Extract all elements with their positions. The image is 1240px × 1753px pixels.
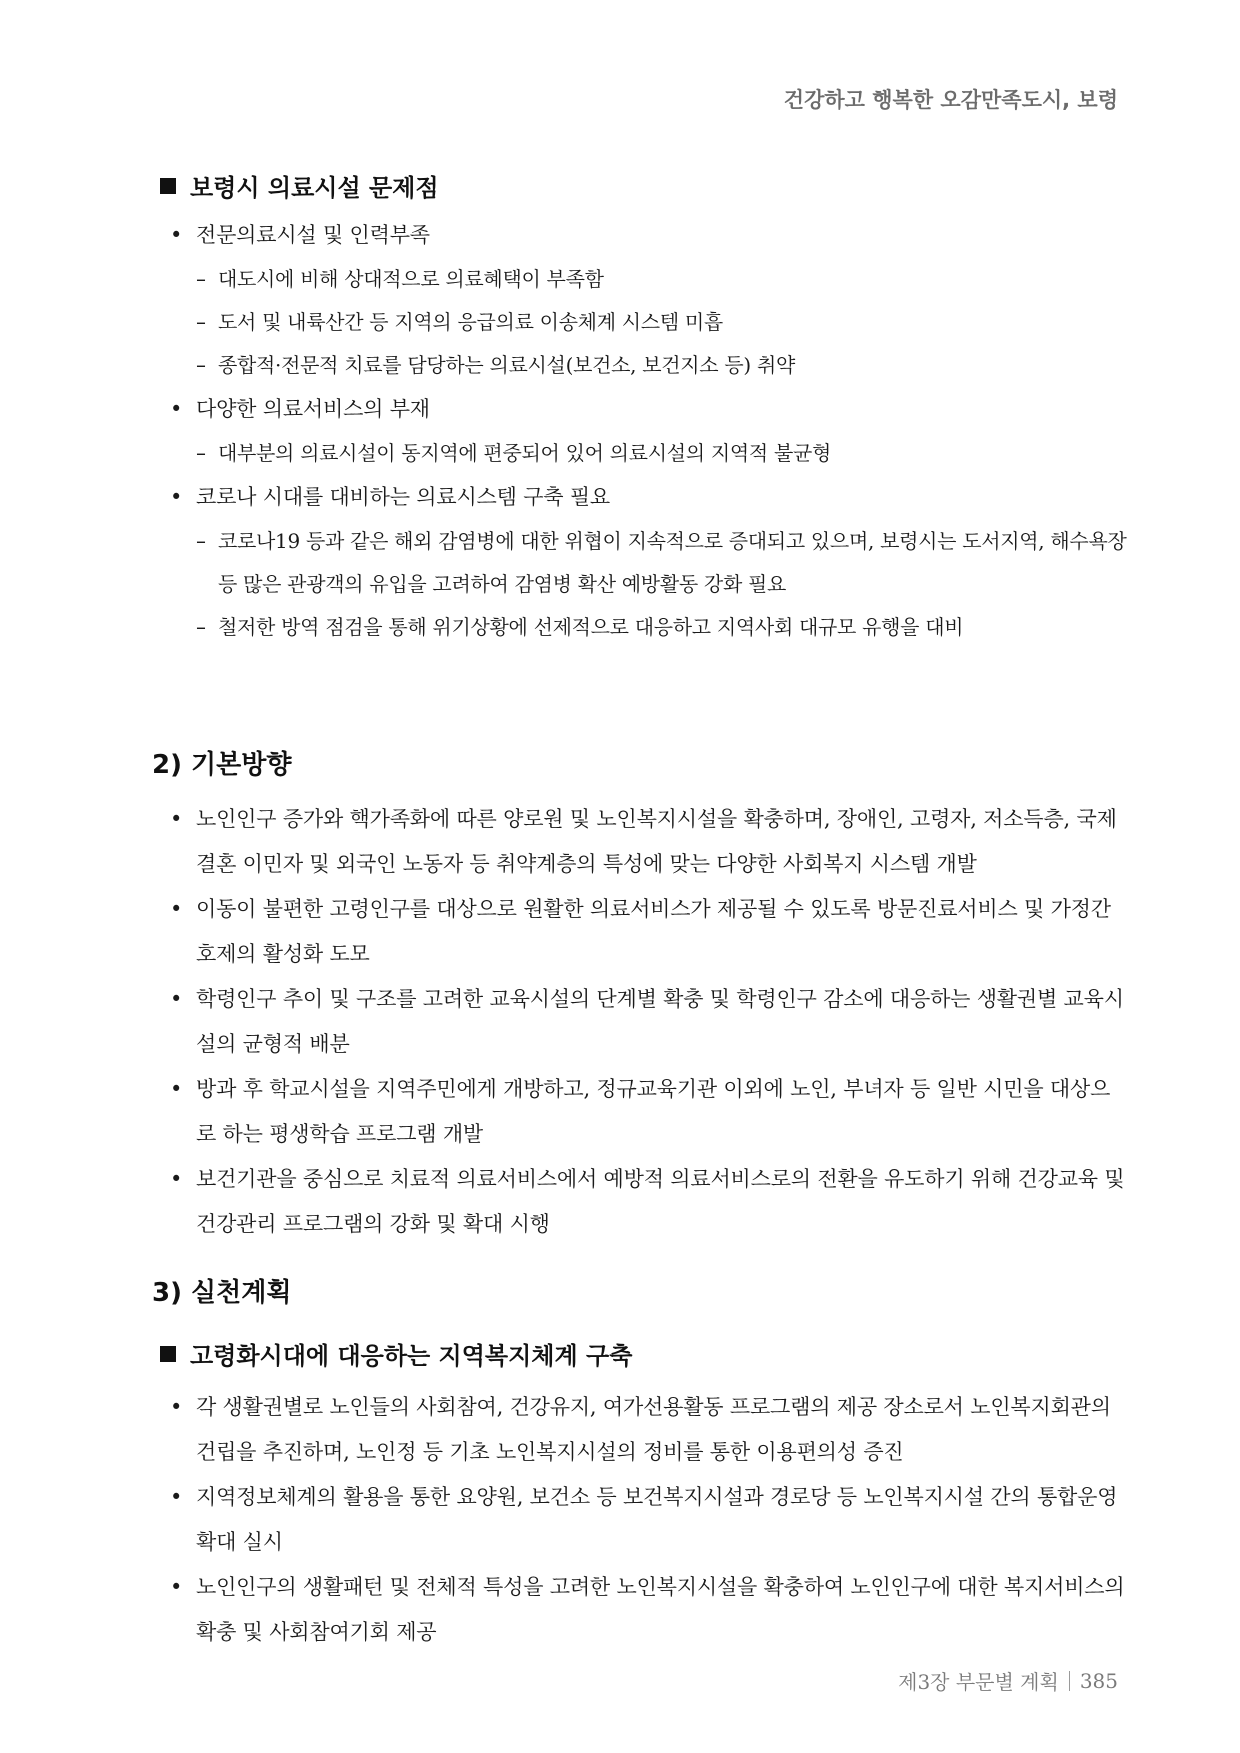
list-item-text: 노인인구의 생활패턴 및 전체적 특성을 고려한 노인복지시설을 확충하여 노인인구에 대한 복지서비스의 확충 및 사회참여기회 제공: [196, 1575, 1125, 1644]
sub-item-text: 대부분의 의료시설이 동지역에 편중되어 있어 의료시설의 지역적 불균형: [218, 441, 832, 465]
square-bullet-icon: [160, 1346, 176, 1362]
sub-item: [160, 520, 1128, 606]
footer-chapter: 제3장 부문별 계획: [898, 1670, 1059, 1694]
sub-item: [160, 432, 1128, 475]
dash-icon: –: [196, 267, 206, 291]
square-bullet-icon: [160, 178, 176, 194]
sub-item-text: 철저한 방역 점검을 통해 위기상황에 선제적으로 대응하고 지역사회 대규모 유행을 대비: [218, 615, 964, 639]
plan-section: [152, 1272, 1120, 1309]
sub-item-text: 종합적·전문적 치료를 담당하는 의료시설(보건소, 보건지소 등) 취약: [218, 353, 796, 377]
page-footer: [898, 1666, 1118, 1695]
sub-item: [160, 301, 1128, 344]
plan-list: [160, 1385, 1128, 1655]
bullet-dot-icon: •: [170, 485, 183, 509]
list-item-text: 코로나 시대를 대비하는 의료시스템 구축 필요: [196, 485, 611, 509]
bullet-dot-icon: •: [170, 897, 183, 921]
list-item-text: 이동이 불편한 고령인구를 대상으로 원활한 의료서비스가 제공될 수 있도록 방문진료서비스 및 가정간호제의 활성화 도모: [196, 897, 1111, 966]
bullet-dot-icon: •: [170, 1575, 183, 1599]
list-item: [160, 977, 1128, 1067]
sub-item: [160, 258, 1128, 301]
list-item: [160, 1475, 1128, 1565]
bullet-dot-icon: •: [170, 1167, 183, 1191]
list-item-text: 보건기관을 중심으로 치료적 의료서비스에서 예방적 의료서비스로의 전환을 유도하기 위해 건강교육 및 건강관리 프로그램의 강화 및 확대 시행: [196, 1167, 1125, 1236]
list-item-text: 지역정보체계의 활용을 통한 요양원, 보건소 등 보건복지시설과 경로당 등 노인복지시설 간의 통합운영 확대 실시: [196, 1485, 1118, 1554]
dash-icon: –: [196, 353, 206, 377]
list-item-text: 방과 후 학교시설을 지역주민에게 개방하고, 정규교육기관 이외에 노인, 부녀자 등 일반 시민을 대상으로 하는 평생학습 프로그램 개발: [196, 1077, 1111, 1146]
list-item: [160, 887, 1128, 977]
bullet-dot-icon: •: [170, 397, 183, 421]
list-item-text: 다양한 의료서비스의 부재: [196, 397, 430, 421]
list-item-text: 노인인구 증가와 핵가족화에 따른 양로원 및 노인복지시설을 확충하며, 장애인, 고령자, 저소득층, 국제결혼 이민자 및 외국인 노동자 등 취약계층의 특성에 맞는 다양한 사회복지 시스템 개발: [196, 807, 1117, 876]
list-item: [160, 797, 1128, 887]
sub-item: [160, 606, 1128, 649]
problems-heading: [160, 168, 1128, 203]
dash-icon: –: [196, 615, 206, 639]
direction-list: [160, 797, 1128, 1247]
bullet-dot-icon: •: [170, 1077, 183, 1101]
dash-icon: –: [196, 441, 206, 465]
bullet-dot-icon: •: [170, 987, 183, 1011]
plan-heading: 3) 실천계획: [152, 1278, 292, 1308]
plan-subheading: [160, 1336, 1128, 1371]
bullet-dot-icon: •: [170, 807, 183, 831]
list-item-text: 각 생활권별로 노인들의 사회참여, 건강유지, 여가선용활동 프로그램의 제공 장소로서 노인복지회관의 건립을 추진하며, 노인정 등 기초 노인복지시설의 정비를 통한 이용편의성 증진: [196, 1395, 1111, 1464]
bullet-dot-icon: •: [170, 223, 183, 247]
bullet-dot-icon: •: [170, 1395, 183, 1419]
list-item: [160, 1067, 1128, 1157]
list-item-text: 전문의료시설 및 인력부족: [196, 223, 430, 247]
list-item: [160, 387, 1128, 432]
list-item-text: 학령인구 추이 및 구조를 고려한 교육시설의 단계별 확충 및 학령인구 감소에 대응하는 생활권별 교육시설의 균형적 배분: [196, 987, 1124, 1056]
problems-heading-text: 보령시 의료시설 문제점: [190, 174, 439, 202]
sub-item-text: 대도시에 비해 상대적으로 의료혜택이 부족함: [218, 267, 604, 291]
running-header: 건강하고 행복한 오감만족도시, 보령: [783, 88, 1118, 112]
bullet-dot-icon: •: [170, 1485, 183, 1509]
dash-icon: –: [196, 529, 206, 553]
plan-subheading-text: 고령화시대에 대응하는 지역복지체계 구축: [190, 1342, 633, 1370]
sub-item-text: 도서 및 내륙산간 등 지역의 응급의료 이송체계 시스템 미흡: [218, 310, 723, 334]
list-item: [160, 1565, 1128, 1655]
list-item: [160, 1385, 1128, 1475]
problems-section: [160, 168, 1128, 203]
direction-heading: 2) 기본방향: [152, 750, 292, 780]
sub-item-text: 코로나19 등과 같은 해외 감염병에 대한 위협이 지속적으로 증대되고 있으며, 보령시는 도서지역, 해수욕장 등 많은 관광객의 유입을 고려하여 감염병 확산 예방활동 강화 필요: [218, 529, 1127, 596]
direction-section: [152, 744, 1120, 781]
footer-divider: [1069, 1671, 1070, 1691]
list-item: [160, 1157, 1128, 1247]
problems-list: [160, 213, 1128, 649]
list-item: [160, 213, 1128, 258]
plan-subheading-block: [160, 1336, 1128, 1371]
sub-item: [160, 344, 1128, 387]
page-number: 385: [1079, 1668, 1118, 1693]
dash-icon: –: [196, 310, 206, 334]
list-item: [160, 475, 1128, 520]
